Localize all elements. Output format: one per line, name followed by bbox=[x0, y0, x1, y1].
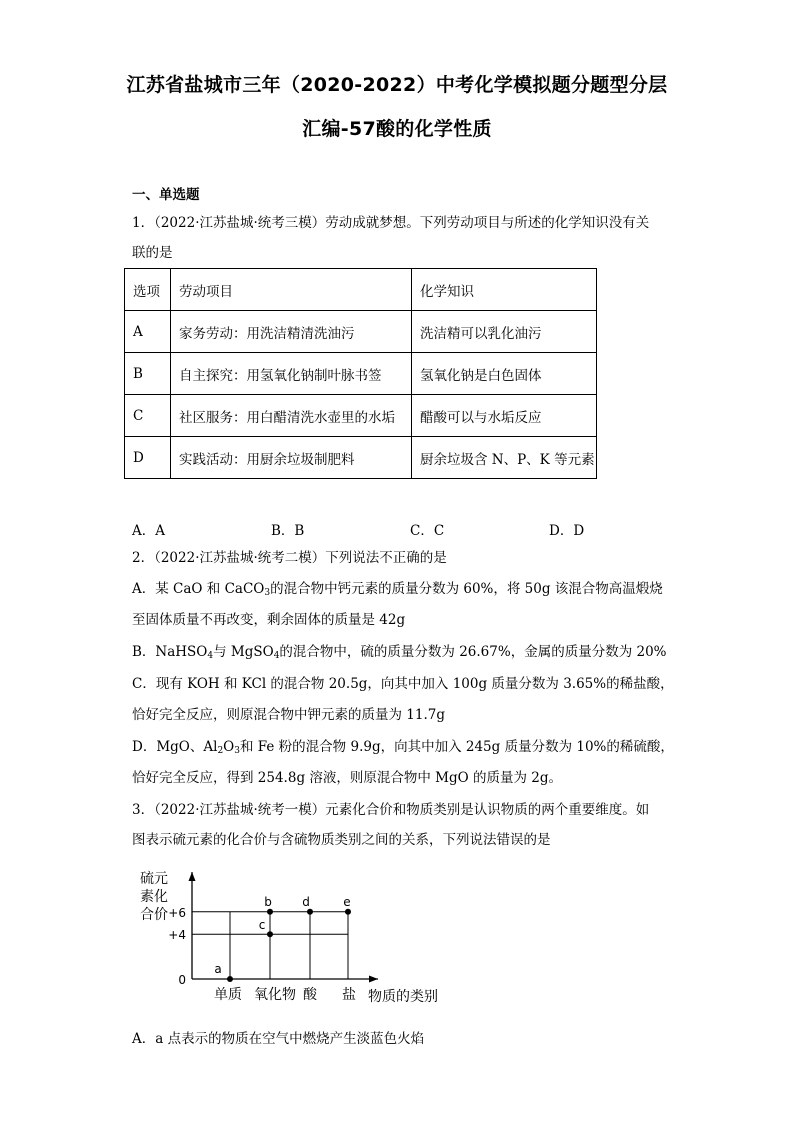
y-tick-label: +6 bbox=[168, 905, 186, 920]
text-run: 和 Fe 粉的混合物 9.9g，向其中加入 245g 质量分数为 10%的稀硫酸， bbox=[239, 739, 674, 755]
q1-choice-b[interactable]: B．B bbox=[271, 523, 305, 539]
subscript: 4 bbox=[207, 651, 214, 661]
x-category-label: 氧化物 bbox=[254, 987, 296, 1003]
section-heading: 一、单选题 bbox=[132, 187, 200, 203]
q1-stem-line-1: 1．（2022·江苏盐城·统考三模）劳动成就梦想。下列劳动项目与所述的化学知识没有关 bbox=[132, 215, 650, 231]
page-title-line-2: 汇编-57酸的化学性质 bbox=[302, 118, 492, 140]
text-run: 的混合物中钙元素的质量分数为 60%，将 50g 该混合物高温煅烧 bbox=[270, 581, 663, 597]
page-title-line-1: 江苏省盐城市三年（2020-2022）中考化学模拟题分题型分层 bbox=[126, 74, 668, 96]
text-run: 与 MgSO bbox=[213, 644, 274, 660]
q3-stem-line-1: 3．（2022·江苏盐城·统考一模）元素化合价和物质类别是认识物质的两个重要维度。如 bbox=[132, 802, 650, 818]
data-point-label: d bbox=[302, 894, 310, 909]
data-point bbox=[267, 909, 273, 915]
table-header-cell: 化学知识 bbox=[412, 269, 597, 311]
q2-option-a-line-1[interactable] bbox=[132, 580, 663, 598]
x-axis-arrow bbox=[369, 976, 378, 983]
subscript: 3 bbox=[264, 588, 271, 598]
text-run: 的混合物中，硫的质量分数为 26.67%，金属的质量分数为 20% bbox=[279, 644, 667, 660]
data-point bbox=[307, 909, 313, 915]
q2-option-b[interactable] bbox=[132, 643, 667, 661]
table-cell: 洗洁精可以乳化油污 bbox=[412, 311, 597, 353]
sulfur-valence-chart bbox=[120, 862, 460, 1012]
q2-option-a-line-2: 至固体质量不再改变，剩余固体的质量是 42g bbox=[132, 612, 406, 628]
q2-option-d-line-1[interactable] bbox=[132, 738, 674, 756]
q1-options-table bbox=[124, 268, 597, 479]
y-axis-label: 素化 bbox=[140, 889, 168, 905]
table-cell: 家务劳动：用洗洁精清洗油污 bbox=[171, 311, 412, 353]
q2-option-c-line-1[interactable]: C．现有 KOH 和 KCl 的混合物 20.5g，向其中加入 100g 质量分数为 3.65%的稀盐酸， bbox=[132, 676, 674, 692]
table-cell: D bbox=[125, 437, 171, 479]
q2-stem: 2．（2022·江苏盐城·统考二模）下列说法不正确的是 bbox=[132, 550, 447, 566]
table-cell: 实践活动：用厨余垃圾制肥料 bbox=[171, 437, 412, 479]
table-row bbox=[125, 437, 597, 479]
data-point bbox=[267, 931, 273, 937]
subscript: 2 bbox=[217, 746, 224, 756]
q1-choice-c[interactable]: C．C bbox=[410, 523, 445, 539]
data-point-label: e bbox=[343, 894, 351, 909]
q1-stem-line-2: 联的是 bbox=[132, 245, 173, 261]
subscript: 3 bbox=[234, 746, 240, 756]
data-point bbox=[227, 976, 233, 982]
q2-option-c-line-2: 恰好完全反应，则原混合物中钾元素的质量为 11.7g bbox=[132, 707, 445, 723]
y-tick-label: +4 bbox=[168, 928, 186, 943]
text-run: A．某 CaO 和 CaCO bbox=[132, 581, 265, 597]
table-cell: A bbox=[125, 311, 171, 353]
y-axis-label: 硫元 bbox=[140, 871, 168, 887]
table-header-cell: 劳动项目 bbox=[171, 269, 412, 311]
table-cell: B bbox=[125, 353, 171, 395]
table-row bbox=[125, 395, 597, 437]
x-category-label: 酸 bbox=[303, 987, 317, 1003]
table-row bbox=[125, 311, 597, 353]
data-point-label: c bbox=[258, 918, 266, 933]
q3-option-a[interactable]: A．a 点表示的物质在空气中燃烧产生淡蓝色火焰 bbox=[132, 1031, 425, 1047]
y-axis-label: 合价 bbox=[140, 907, 168, 923]
table-cell: 氢氧化钠是白色固体 bbox=[412, 353, 597, 395]
x-category-label: 盐 bbox=[342, 987, 356, 1003]
x-category-label: 单质 bbox=[214, 987, 242, 1003]
y-axis-arrow bbox=[189, 872, 196, 881]
y-tick-label: 0 bbox=[178, 973, 186, 987]
q1-choice-a[interactable]: A．A bbox=[132, 523, 165, 539]
q3-stem-line-2: 图表示硫元素的化合价与含硫物质类别之间的关系，下列说法错误的是 bbox=[132, 832, 551, 848]
subscript: 4 bbox=[273, 651, 280, 661]
x-axis-label: 物质的类别 bbox=[368, 989, 438, 1005]
text-run: B．NaHSO bbox=[132, 644, 208, 660]
table-cell: 醋酸可以与水垢反应 bbox=[412, 395, 597, 437]
data-point-label: b bbox=[264, 894, 272, 909]
data-point bbox=[345, 909, 351, 915]
table-header-row bbox=[125, 269, 597, 311]
table-cell: 自主探究：用氢氧化钠制叶脉书签 bbox=[171, 353, 412, 395]
text-run: D．MgO、Al bbox=[132, 739, 218, 755]
text-run: O bbox=[223, 739, 235, 755]
table-cell: 厨余垃圾含 N、P、K 等元素 bbox=[412, 437, 597, 479]
table-header-cell: 选项 bbox=[125, 269, 171, 311]
q1-choice-d[interactable]: D．D bbox=[549, 523, 585, 539]
data-point-label: a bbox=[214, 962, 222, 976]
table-cell: 社区服务：用白醋清洗水壶里的水垢 bbox=[171, 395, 412, 437]
q2-option-d-line-2: 恰好完全反应，得到 254.8g 溶液，则原混合物中 MgO 的质量为 2g。 bbox=[132, 770, 563, 786]
table-row bbox=[125, 353, 597, 395]
table-cell: C bbox=[125, 395, 171, 437]
